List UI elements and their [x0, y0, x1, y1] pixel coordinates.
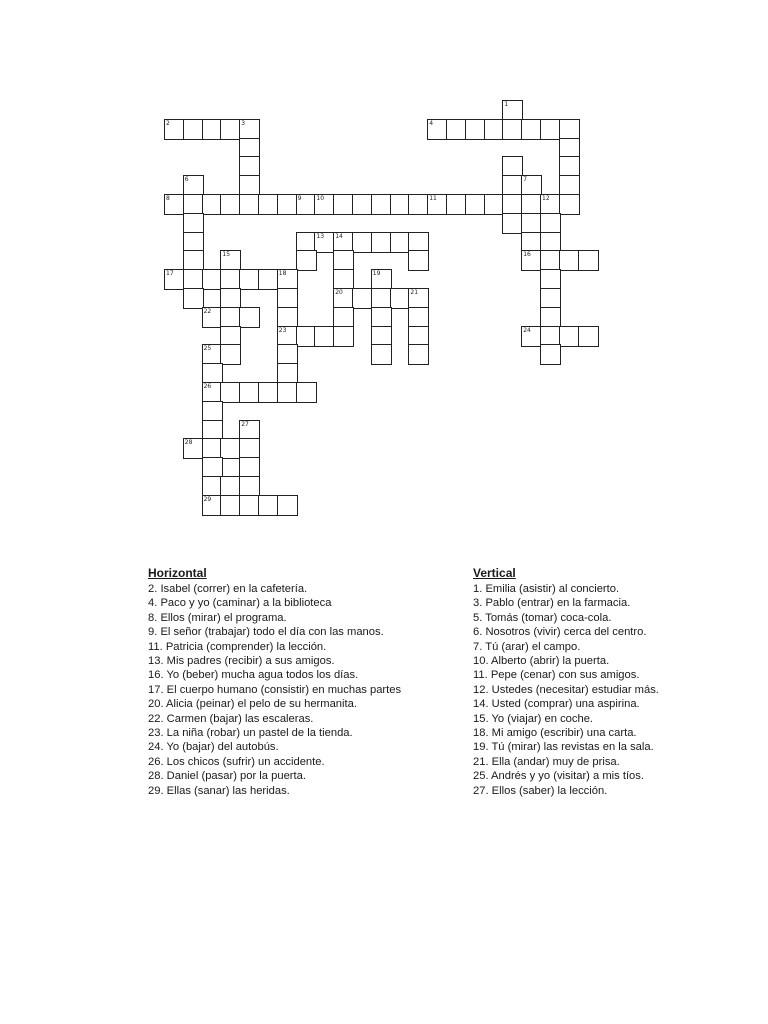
clue-number: 25	[203, 345, 212, 353]
clue-item: 28. Daniel (pasar) por la puerta.	[148, 770, 306, 783]
clue-item: 18. Mi amigo (escribir) una carta.	[473, 727, 637, 740]
clue-number: 1	[504, 101, 509, 108]
vertical-heading: Vertical	[473, 566, 516, 580]
clue-number: 21	[410, 289, 419, 296]
clue-item: 14. Usted (comprar) una aspirina.	[473, 698, 640, 711]
clue-number: 17	[166, 270, 174, 278]
clue-item: 2. Isabel (correr) en la cafetería.	[148, 583, 308, 595]
clue-number: 4	[429, 119, 434, 127]
clue-item: 23. La niña (robar) un pastel de la tienda.	[148, 727, 353, 740]
clue-number: 29	[203, 495, 212, 503]
clue-item: 6. Nosotros (vivir) cerca del centro.	[473, 626, 647, 639]
clue-item: 8. Ellos (mirar) el programa.	[148, 611, 287, 624]
clue-item: 15. Yo (viajar) en coche.	[473, 712, 594, 725]
clue-number: 14	[335, 232, 343, 240]
horizontal-heading: Horizontal	[148, 566, 207, 580]
horizontal-clue-list	[148, 582, 401, 798]
grid-cell[interactable]	[578, 250, 599, 271]
vertical-clue-list	[473, 582, 659, 798]
clue-number: 26	[203, 383, 212, 390]
clue-number: 7	[523, 176, 528, 184]
clue-item: 3. Pablo (entrar) en la farmacia.	[473, 597, 631, 610]
clue-item: 4. Paco y yo (caminar) a la biblioteca	[148, 597, 332, 610]
clue-item: 24. Yo (bajar) del autobús.	[148, 741, 279, 754]
clue-item: 29. Ellas (sanar) las heridas.	[148, 784, 290, 797]
clue-number: 11	[429, 195, 437, 202]
clue-item: 9. El señor (trabajar) todo el día con las manos.	[148, 626, 384, 639]
clue-item: 16. Yo (beber) mucha agua todos los días.	[148, 669, 359, 682]
clue-number: 3	[241, 119, 246, 127]
clue-number: 6	[184, 176, 189, 184]
grid-cell[interactable]	[559, 194, 580, 215]
grid-cell[interactable]	[540, 344, 561, 365]
clue-number: 18	[278, 270, 287, 278]
grid-cell[interactable]	[408, 344, 429, 365]
clue-item: 13. Mis padres (recibir) a sus amigos.	[148, 655, 335, 668]
clue-number: 9	[297, 195, 302, 202]
grid-cell[interactable]	[578, 326, 599, 347]
clue-item: 17. El cuerpo humano (consistir) en muchas partes	[148, 683, 402, 696]
clue-item: 19. Tú (mirar) las revistas en la sala.	[473, 741, 654, 754]
vertical-clues	[473, 566, 659, 798]
clue-item: 25. Andrés y yo (visitar) a mis tíos.	[473, 770, 644, 783]
grid-cell[interactable]	[371, 344, 392, 365]
clue-number: 12	[542, 195, 550, 202]
clue-item: 5. Tomás (tomar) coca-cola.	[473, 611, 612, 624]
grid-cell[interactable]	[239, 307, 260, 328]
clue-item: 22. Carmen (bajar) las escaleras.	[148, 712, 314, 725]
clue-item: 12. Ustedes (necesitar) estudiar más.	[473, 683, 659, 696]
clue-number: 2	[166, 119, 170, 127]
grid-cell[interactable]	[333, 326, 354, 347]
grid-cell[interactable]	[296, 382, 317, 403]
clue-item: 20. Alicia (peinar) el pelo de su hermanita.	[148, 698, 357, 711]
clue-number: 13	[316, 232, 325, 240]
clue-number: 19	[372, 270, 381, 278]
clue-number: 15	[222, 251, 231, 259]
clue-number: 8	[166, 195, 170, 202]
clue-item: 21. Ella (andar) muy de prisa.	[473, 755, 620, 768]
grid-cell[interactable]	[296, 250, 317, 271]
clue-item: 26. Los chicos (sufrir) un accidente.	[148, 755, 325, 768]
clue-number: 16	[523, 251, 531, 259]
clue-number: 24	[523, 326, 531, 334]
grid-cell[interactable]	[277, 495, 298, 516]
horizontal-clues	[148, 566, 401, 798]
clue-item: 11. Patricia (comprender) la lección.	[148, 640, 327, 653]
clue-item: 11. Pepe (cenar) con sus amigos.	[473, 669, 640, 682]
clue-number: 28	[184, 439, 193, 447]
clue-item: 1. Emilia (asistir) al concierto.	[473, 583, 620, 595]
clue-number: 22	[203, 307, 212, 315]
clue-number: 20	[335, 289, 343, 296]
clue-item: 27. Ellos (saber) la lección.	[473, 784, 608, 797]
clue-number: 10	[316, 195, 325, 202]
clue-item: 10. Alberto (abrir) la puerta.	[473, 655, 610, 668]
clue-item: 7. Tú (arar) el campo.	[473, 640, 581, 653]
clue-number: 27	[241, 420, 249, 428]
grid-cell[interactable]	[408, 250, 429, 271]
grid-cell[interactable]	[220, 344, 241, 365]
clue-number: 23	[278, 326, 287, 334]
